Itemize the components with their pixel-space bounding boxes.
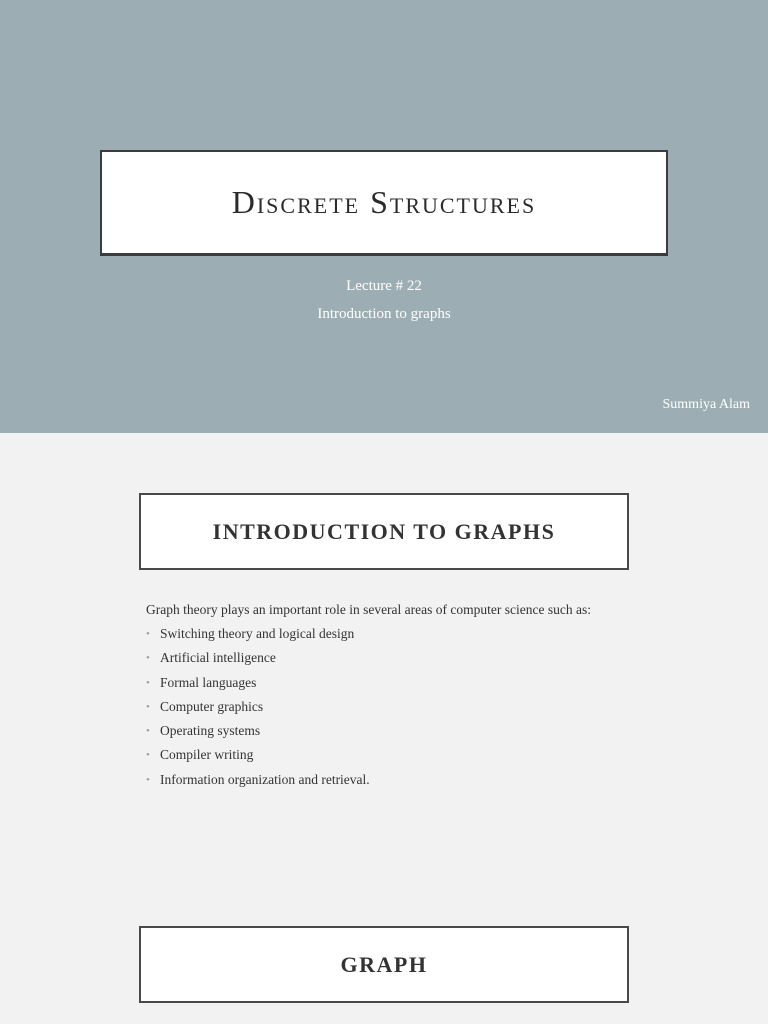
bullet-icon: • <box>146 676 150 689</box>
graph-heading: GRAPH <box>340 951 428 977</box>
graph-heading-box <box>139 926 629 1003</box>
list-item-text: Information organization and retrieval. <box>160 771 370 787</box>
list-item <box>146 721 646 745</box>
bullet-icon: • <box>146 700 150 713</box>
list-item <box>146 673 646 697</box>
title-slide <box>0 0 768 433</box>
bullet-icon: • <box>146 773 150 786</box>
intro-body <box>146 602 646 794</box>
bullet-icon: • <box>146 652 150 665</box>
list-item <box>146 648 646 672</box>
list-item-text: Formal languages <box>160 674 257 690</box>
lecture-topic: Introduction to graphs <box>317 306 451 322</box>
lecture-number: Lecture # 22 <box>346 278 422 294</box>
intro-heading-box <box>139 493 629 570</box>
list-item-text: Artificial intelligence <box>160 650 276 666</box>
list-item-text: Compiler writing <box>160 747 254 763</box>
list-item-text: Switching theory and logical design <box>160 626 355 641</box>
intro-heading: INTRODUCTION TO GRAPHS <box>212 518 556 544</box>
list-item <box>146 697 646 721</box>
topic-list <box>146 624 646 794</box>
list-item <box>146 745 646 769</box>
bullet-icon: • <box>146 628 150 640</box>
list-item <box>146 624 646 648</box>
title-box <box>100 150 668 256</box>
bullet-icon: • <box>146 749 150 762</box>
list-item-text: Computer graphics <box>160 698 264 714</box>
presentation-title: Discrete Structures <box>231 184 537 220</box>
intro-paragraph: Graph theory plays an important role in several areas of computer science such as: <box>146 602 591 617</box>
list-item <box>146 770 646 794</box>
author-name: Summiya Alam <box>662 397 750 412</box>
bullet-icon: • <box>146 725 150 738</box>
list-item-text: Operating systems <box>160 723 261 739</box>
